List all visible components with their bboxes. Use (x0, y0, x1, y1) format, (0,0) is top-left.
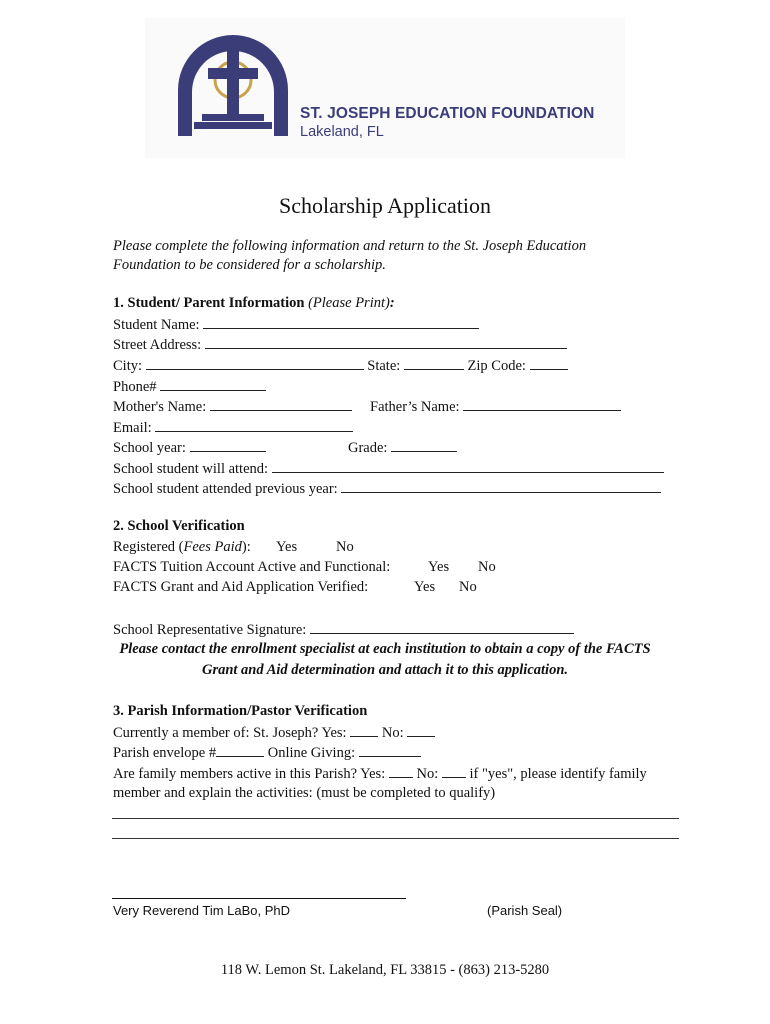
city-label: City: (113, 358, 143, 374)
org-name: ST. JOSEPH EDUCATION FOUNDATION (300, 105, 595, 122)
tuition-yes-option[interactable]: Yes (428, 559, 450, 575)
parish-seal-label: (Parish Seal) (487, 903, 563, 918)
father-field[interactable] (463, 396, 621, 411)
member-label: Currently a member of: St. Joseph? Yes: (113, 725, 347, 741)
street-address-row (113, 334, 567, 355)
registered-row: Registered (Fees Paid): (113, 539, 251, 555)
school-year-label: School year: (113, 440, 186, 456)
active-yes-field[interactable] (389, 763, 413, 778)
city-row (113, 355, 568, 376)
registered-no-option[interactable]: No (336, 539, 354, 555)
grade-label: Grade: (348, 440, 388, 456)
explain-label: member and explain the activities: (must be completed to qualify) (113, 785, 496, 801)
school-attend-field[interactable] (272, 458, 664, 473)
mother-label: Mother's Name: (113, 399, 207, 415)
member-no-field[interactable] (407, 722, 435, 737)
school-year-field[interactable] (190, 437, 266, 452)
street-address-field[interactable] (205, 334, 567, 349)
section-2-heading: 2. School Verification (113, 518, 245, 534)
zip-label: Zip Code: (467, 358, 526, 374)
state-field[interactable] (404, 355, 464, 370)
active-label: Are family members active in this Parish? Yes: (113, 766, 386, 782)
grant-no-option[interactable]: No (459, 579, 477, 595)
grade-field[interactable] (391, 437, 457, 452)
email-label: Email: (113, 420, 152, 436)
email-row (113, 417, 353, 438)
street-address-label: Street Address: (113, 337, 202, 353)
grant-label: FACTS Grant and Aid Application Verified: (113, 579, 369, 595)
envelope-row (113, 742, 421, 763)
parents-row (113, 396, 352, 417)
school-previous-row (113, 478, 661, 499)
notice-line-1: Please contact the enrollment specialist at each institution to obtain a copy of the FACTS (119, 641, 651, 657)
online-giving-field[interactable] (359, 742, 421, 757)
page-title: Scholarship Application (278, 193, 492, 218)
online-giving-label: Online Giving: (267, 745, 356, 761)
footer-address: 118 W. Lemon St. Lakeland, FL 33815 - (863) 213-5280 (220, 962, 550, 978)
tuition-no-option[interactable]: No (478, 559, 496, 575)
pastor-signature-line[interactable] (112, 898, 406, 899)
active-row: Are family members active in this Parish? Yes: No: if "yes", please identify family (113, 763, 647, 784)
zip-field[interactable] (530, 355, 568, 370)
city-field[interactable] (146, 355, 364, 370)
tuition-label: FACTS Tuition Account Active and Functional: (113, 559, 391, 575)
school-attend-label: School student will attend: (113, 461, 269, 477)
state-label: State: (367, 358, 401, 374)
notice-line-2: Grant and Aid determination and attach it to this application. (201, 662, 569, 678)
father-label: Father’s Name: (370, 399, 460, 415)
school-signature-row (113, 619, 574, 640)
explain-line-2[interactable] (112, 838, 679, 839)
section-3-heading: 3. Parish Information/Pastor Verification (113, 703, 368, 719)
phone-field[interactable] (160, 376, 266, 391)
active-no-field[interactable] (442, 763, 466, 778)
school-attend-row (113, 458, 664, 479)
envelope-field[interactable] (216, 742, 264, 757)
school-previous-label: School student attended previous year: (113, 481, 338, 497)
phone-label: Phone# (113, 379, 157, 395)
student-name-row (113, 314, 479, 335)
explain-line-1[interactable] (112, 818, 679, 819)
intro-line-2: Foundation to be considered for a scholarship. (113, 257, 386, 273)
grade-row (348, 437, 457, 458)
pastor-name: Very Reverend Tim LaBo, PhD (113, 903, 291, 918)
org-location: Lakeland, FL (300, 124, 384, 140)
school-year-row (113, 437, 266, 458)
intro-line-1: Please complete the following information and return to the St. Joseph Education (113, 238, 587, 254)
phone-row (113, 376, 266, 397)
member-yes-field[interactable] (350, 722, 378, 737)
registered-yes-option[interactable]: Yes (276, 539, 298, 555)
student-name-field[interactable] (203, 314, 479, 329)
school-previous-field[interactable] (341, 478, 661, 493)
section-1-heading: 1. Student/ Parent Information (Please Print): (113, 295, 395, 311)
school-signature-label: School Representative Signature: (113, 622, 307, 638)
envelope-label: Parish envelope # (113, 745, 217, 761)
father-row (370, 396, 621, 417)
email-field[interactable] (155, 417, 353, 432)
member-row: Currently a member of: St. Joseph? Yes: No: (113, 722, 435, 743)
student-name-label: Student Name: (113, 317, 200, 333)
cross-arch-logo-icon (168, 28, 298, 140)
grant-yes-option[interactable]: Yes (414, 579, 436, 595)
mother-field[interactable] (210, 396, 352, 411)
school-signature-field[interactable] (310, 619, 574, 634)
